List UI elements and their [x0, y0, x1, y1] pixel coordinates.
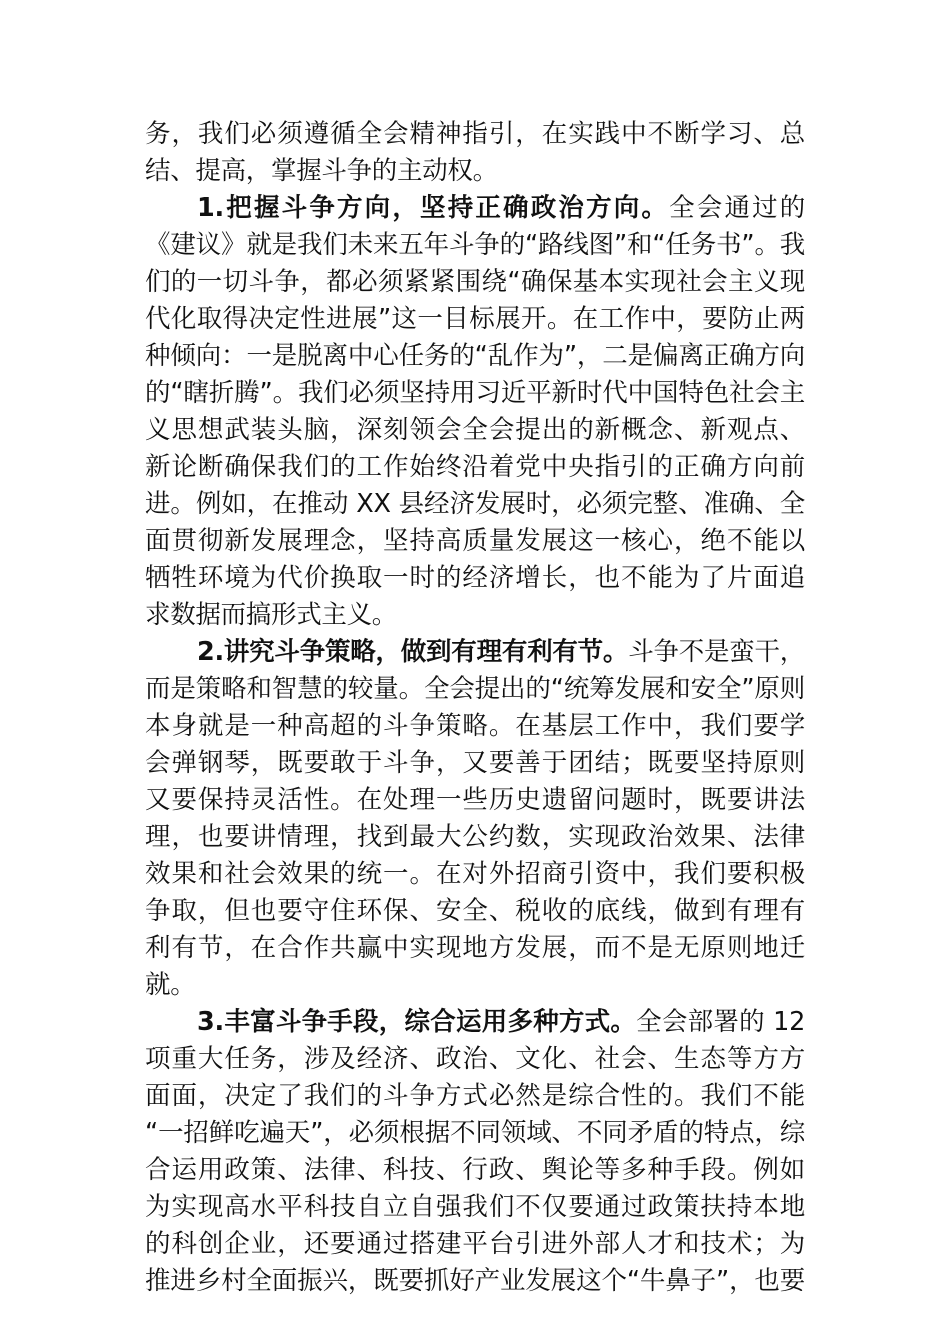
text-line [145, 1078, 805, 1115]
body-text: 新论断确保我们的工作始终沿着党中央指引的正确方向前 [145, 452, 805, 482]
section-heading: 1.把握斗争方向，坚持正确政治方向。 [197, 193, 670, 223]
body-text: 理，也要讲情理，找到最大公约数，实现政治效果、法律 [145, 822, 805, 852]
text-line [145, 412, 805, 449]
body-text: 牺牲环境为代价换取一时的经济增长，也不能为了片面追 [145, 563, 805, 593]
text-line [145, 153, 805, 190]
text-line [145, 301, 805, 338]
paragraph [145, 116, 805, 190]
body-text: 合运用政策、法律、科技、行政、舆论等多种手段。例如 [145, 1155, 805, 1185]
body-text: 面贯彻新发展理念，坚持高质量发展这一核心，绝不能以 [145, 526, 805, 556]
text-line [145, 856, 805, 893]
text-line [145, 893, 805, 930]
body-text: 的科创企业，还要通过搭建平台引进外部人才和技术；为 [145, 1229, 805, 1259]
text-line [145, 116, 805, 153]
text-line [145, 1115, 805, 1152]
body-text: 就。 [145, 970, 196, 1000]
body-text: 效果和社会效果的统一。在对外招商引资中，我们要积极 [145, 859, 805, 889]
body-text: 代化取得决定性进展”这一目标展开。在工作中，要防止两 [145, 304, 805, 334]
body-text: 而是策略和智慧的较量。全会提出的“统筹发展和安全”原则 [145, 674, 805, 704]
text-line [145, 264, 805, 301]
body-text: 求数据而搞形式主义。 [145, 600, 398, 630]
text-line [145, 375, 805, 412]
body-text: 利有节，在合作共赢中实现地方发展，而不是无原则地迁 [145, 933, 805, 963]
body-text: 的“瞎折腾”。我们必须坚持用习近平新时代中国特色社会主 [145, 378, 805, 408]
text-line [145, 597, 805, 634]
document-page [145, 116, 805, 1300]
body-text: 种倾向：一是脱离中心任务的“乱作为”，二是偏离正确方向 [145, 341, 805, 371]
text-line [145, 634, 805, 671]
text-line [145, 1152, 805, 1189]
body-text: 推进乡村全面振兴，既要抓好产业发展这个“牛鼻子”，也要 [145, 1266, 805, 1296]
text-line [145, 782, 805, 819]
body-text: 义思想武装头脑，深刻领会全会提出的新概念、新观点、 [145, 415, 805, 445]
paragraph [145, 634, 805, 1004]
text-line [145, 190, 805, 227]
text-line [145, 1263, 805, 1300]
text-line [145, 227, 805, 264]
body-text: 务，我们必须遵循全会精神指引，在实践中不断学习、总 [145, 119, 805, 149]
text-line [145, 1004, 805, 1041]
text-line [145, 560, 805, 597]
text-line [145, 819, 805, 856]
paragraph [145, 190, 805, 634]
body-text: 争取，但也要守住环保、安全、税收的底线，做到有理有 [145, 896, 805, 926]
text-line [145, 1226, 805, 1263]
body-text: 项重大任务，涉及经济、政治、文化、社会、生态等方方 [145, 1044, 805, 1074]
text-line [145, 486, 805, 523]
body-text: 全会通过的 [669, 193, 805, 223]
body-text: 又要保持灵活性。在处理一些历史遗留问题时，既要讲法 [145, 785, 805, 815]
text-line [145, 1041, 805, 1078]
body-text: 全会部署的 12 [636, 1007, 806, 1037]
section-heading: 2.讲究斗争策略，做到有理有利有节。 [197, 637, 629, 667]
body-text: 为实现高水平科技自立自强我们不仅要通过政策扶持本地 [145, 1192, 805, 1222]
text-line [145, 671, 805, 708]
body-text: “一招鲜吃遍天”，必须根据不同领域、不同矛盾的特点，综 [145, 1118, 805, 1148]
text-line [145, 745, 805, 782]
text-line [145, 523, 805, 560]
section-heading: 3.丰富斗争手段，综合运用多种方式。 [197, 1007, 637, 1037]
body-text: 斗争不是蛮干， [628, 637, 805, 667]
body-text: 面面，决定了我们的斗争方式必然是综合性的。我们不能 [145, 1081, 805, 1111]
text-line [145, 708, 805, 745]
body-text: 进。例如，在推动 XX 县经济发展时，必须完整、准确、全 [145, 489, 805, 519]
body-text: 《建议》就是我们未来五年斗争的“路线图”和“任务书”。我 [145, 230, 805, 260]
text-line [145, 338, 805, 375]
body-text: 结、提高，掌握斗争的主动权。 [145, 156, 498, 186]
text-line [145, 449, 805, 486]
body-text: 们的一切斗争，都必须紧紧围绕“确保基本实现社会主义现 [145, 267, 805, 297]
body-text: 会弹钢琴，既要敢于斗争，又要善于团结；既要坚持原则 [145, 748, 805, 778]
body-text: 本身就是一种高超的斗争策略。在基层工作中，我们要学 [145, 711, 805, 741]
text-line [145, 1189, 805, 1226]
text-line [145, 967, 805, 1004]
paragraph [145, 1004, 805, 1300]
text-line [145, 930, 805, 967]
